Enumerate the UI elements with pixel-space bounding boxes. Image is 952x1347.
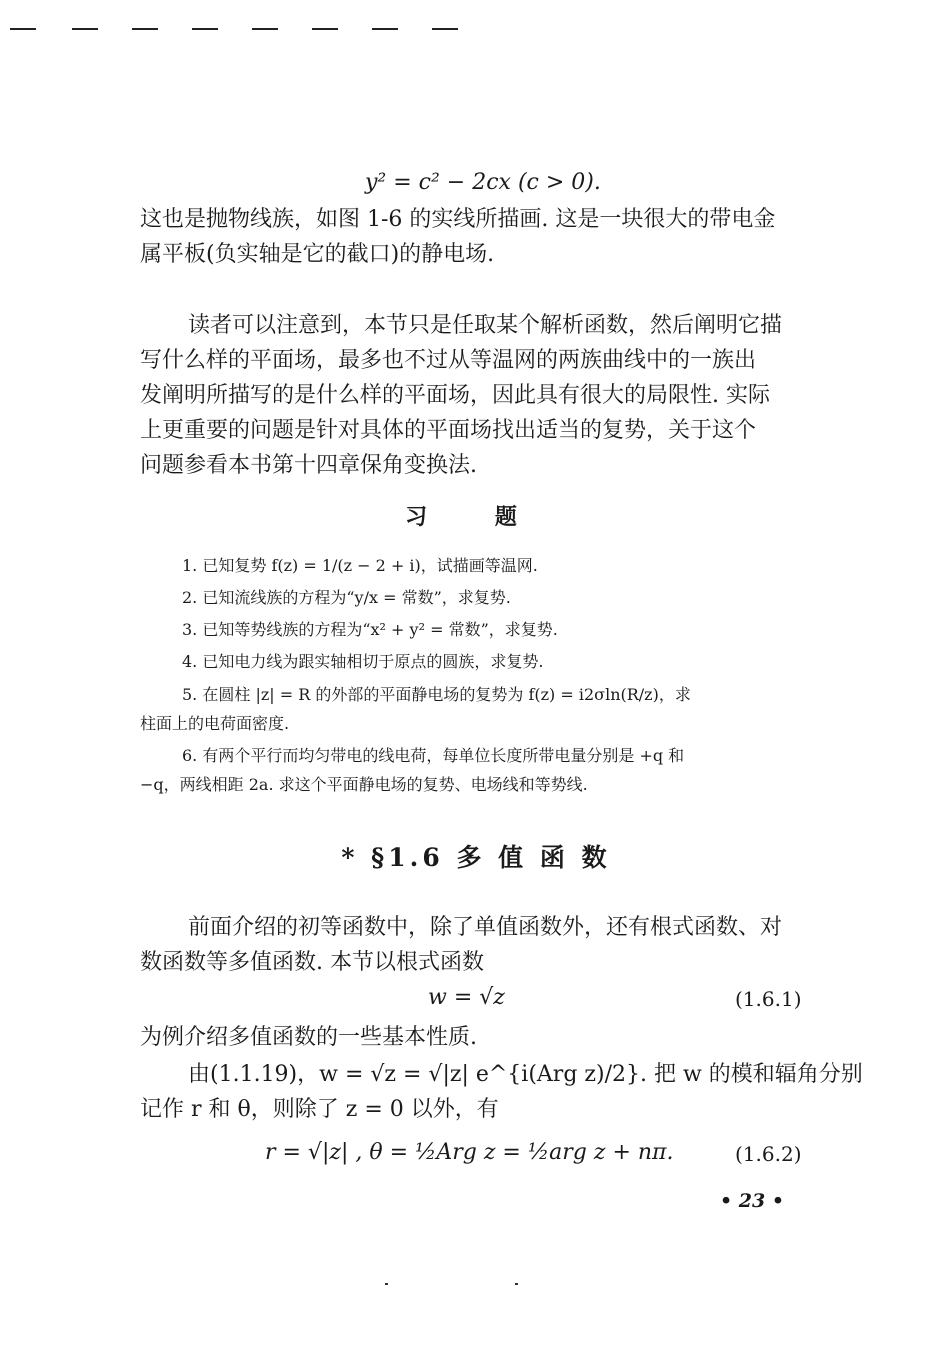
- p2-l4: 上更重要的问题是针对具体的平面场找出适当的复势，关于这个: [140, 418, 757, 443]
- page-number: • 23 •: [720, 1190, 784, 1212]
- header-dash: [312, 28, 338, 30]
- ex3: 3. 已知等势线族的方程为“x² + y² = 常数”，求复势.: [182, 620, 558, 639]
- ex2: 2. 已知流线族的方程为“y/x = 常数”，求复势.: [182, 588, 511, 607]
- ex4: 4. 已知电力线为跟实轴相切于原点的圆族，求复势.: [182, 652, 544, 671]
- ex6-l2: −q，两线相距 2a. 求这个平面静电场的复势、电场线和等势线.: [140, 775, 588, 794]
- scan-dot: [385, 1283, 388, 1285]
- p1-l2: 属平板(负实轴是它的截口)的静电场.: [140, 242, 495, 267]
- header-dash: [372, 28, 398, 30]
- p2-l1: 读者可以注意到，本节只是任取某个解析函数，然后阐明它描: [188, 313, 783, 338]
- scan-dot: [515, 1283, 518, 1285]
- p5-l2: 记作 r 和 θ，则除了 z = 0 以外，有: [140, 1097, 499, 1122]
- p3-l1: 前面介绍的初等函数中，除了单值函数外，还有根式函数、对: [188, 915, 783, 940]
- ex6-l1: 6. 有两个平行而均匀带电的线电荷，每单位长度所带电量分别是 +q 和: [182, 746, 685, 765]
- eqnum-162: (1.6.2): [735, 1142, 802, 1166]
- p5-l1: 由(1.1.19)，w = √z = √|z| e^{i(Arg z)/2}. 把 w 的模和辐角分别: [188, 1062, 863, 1087]
- header-dash: [72, 28, 98, 30]
- ex1: 1. 已知复势 f(z) = 1/(z − 2 + i)，试描画等温网.: [182, 556, 538, 575]
- header-dash: [10, 28, 36, 30]
- ex-title: 习 题: [405, 504, 547, 530]
- p3-l2: 数函数等多值函数. 本节以根式函数: [140, 950, 484, 975]
- sec-title: * §1.6 多 值 函 数: [341, 843, 611, 872]
- header-dashes: [0, 28, 470, 32]
- ex5-l1: 5. 在圆柱 |z| = R 的外部的平面静电场的复势为 f(z) = i2σln(R/z)，求: [182, 685, 691, 704]
- header-dash: [192, 28, 218, 30]
- p2-l5: 问题参看本书第十四章保角变换法.: [140, 453, 477, 478]
- p2-l2: 写什么样的平面场，最多也不过从等温网的两族曲线中的一族出: [140, 348, 757, 373]
- header-dash: [132, 28, 158, 30]
- p2-l3: 发阐明所描写的是什么样的平面场，因此具有很大的局限性. 实际: [140, 383, 770, 408]
- header-dash: [252, 28, 278, 30]
- eqnum-161: (1.6.1): [735, 987, 802, 1011]
- p1-l1: 这也是抛物线族，如图 1-6 的实线所描画. 这是一块很大的带电金: [140, 207, 776, 232]
- p4-l1: 为例介绍多值函数的一些基本性质.: [140, 1025, 477, 1050]
- eq-161: w = √z: [428, 985, 505, 1010]
- eq-162: r = √|z| , θ = ½Arg z = ½arg z + nπ.: [265, 1140, 674, 1165]
- eq-parabola: y² = c² − 2cx (c > 0).: [365, 170, 601, 195]
- ex5-l2: 柱面上的电荷面密度.: [140, 714, 290, 733]
- header-dash: [432, 28, 458, 30]
